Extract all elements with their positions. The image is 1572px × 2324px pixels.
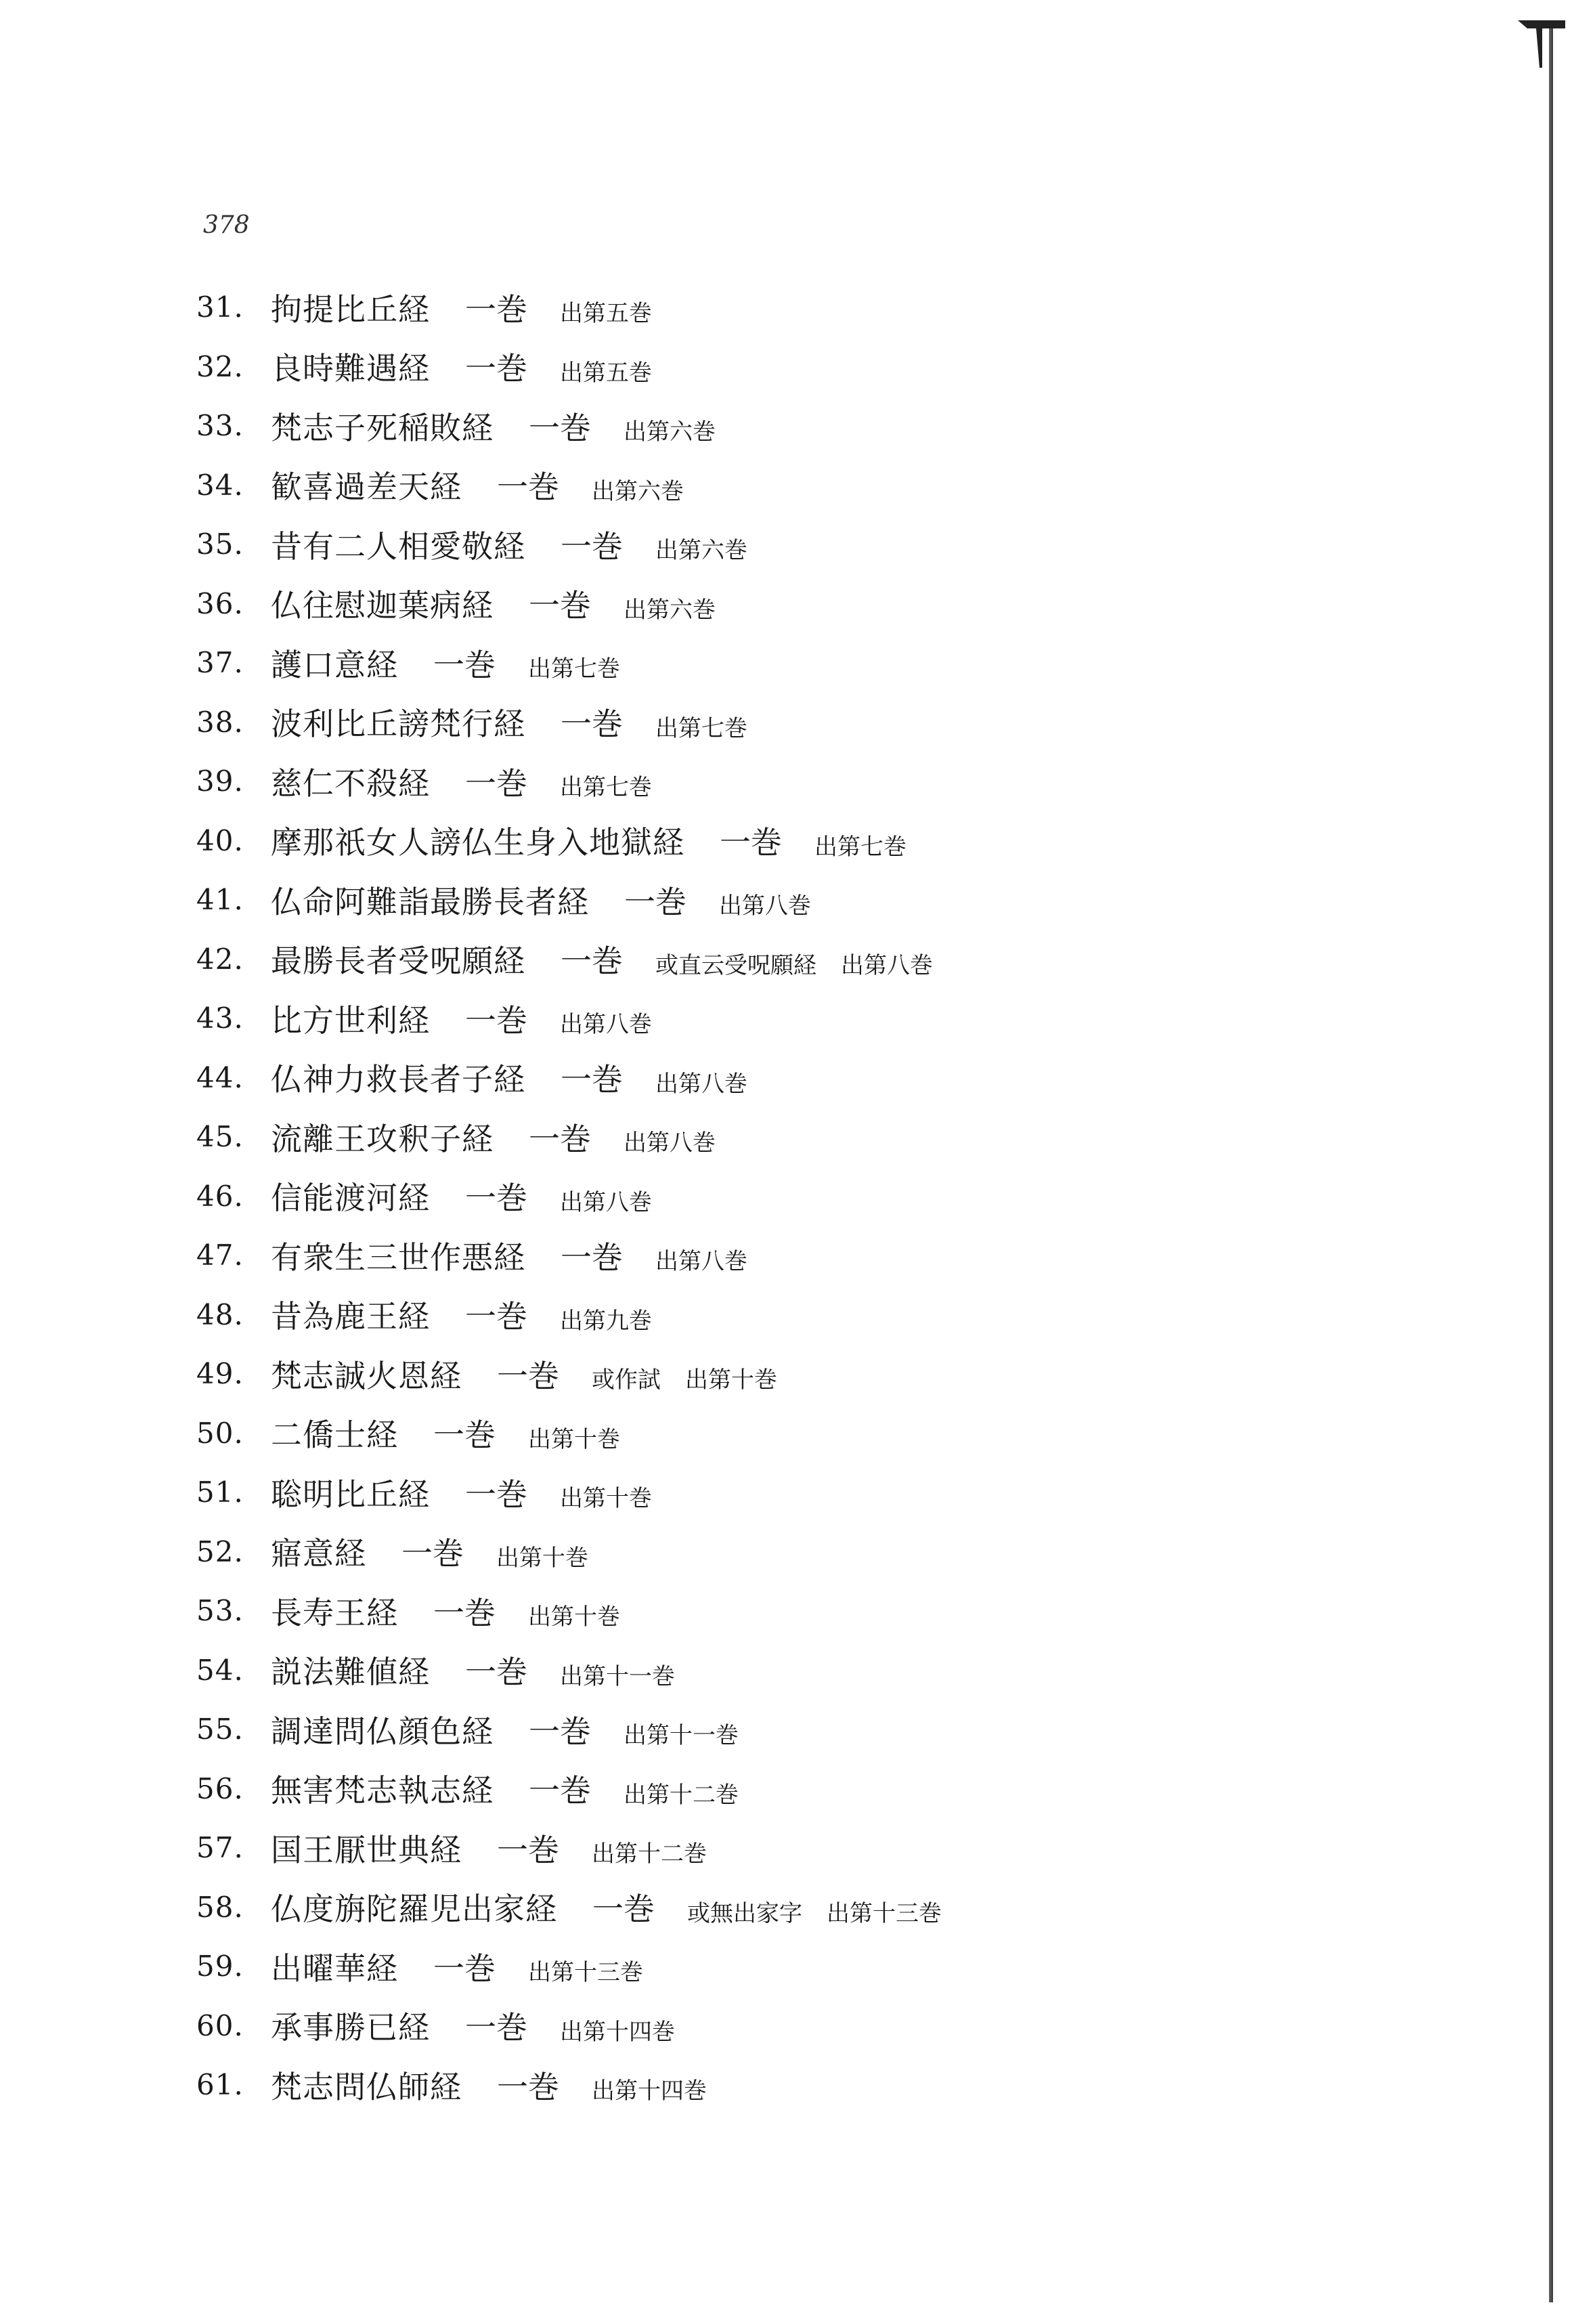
entry-volume: 一巻	[497, 2068, 559, 2105]
list-item	[196, 1581, 1483, 1641]
entry-title: 仏神力救長者子経	[271, 1061, 525, 1098]
entry-title: 有衆生三世作悪経	[271, 1239, 525, 1276]
entry-title: 慈仁不殺経	[271, 765, 430, 802]
entry-source: 出第十一巻	[560, 1662, 675, 1690]
entry-volume: 一巻	[529, 1713, 591, 1750]
entry-number: 54.	[196, 1653, 244, 1687]
entry-title: 流離王攻釈子経	[271, 1120, 494, 1157]
entry-number: 60.	[196, 2008, 244, 2042]
entry-source: 出第七巻	[655, 714, 747, 742]
entry-source: 出第十一巻	[624, 1722, 739, 1750]
entry-title: 護口意経	[271, 646, 398, 683]
entry-volume: 一巻	[433, 1417, 496, 1454]
entry-volume: 一巻	[624, 883, 686, 920]
entry-number: 41.	[196, 883, 244, 917]
entry-source: 出第十三巻	[528, 1959, 643, 1987]
entry-title: 仏度旃陀羅児出家経	[271, 1891, 557, 1928]
list-item	[196, 633, 1483, 693]
list-item	[196, 1167, 1483, 1226]
list-item	[196, 811, 1483, 871]
entry-number: 52.	[196, 1534, 244, 1568]
list-item	[196, 1463, 1483, 1522]
entry-source: 出第七巻	[814, 833, 907, 861]
entry-title: 比方世利経	[271, 1002, 430, 1039]
entry-volume: 一巻	[465, 290, 527, 328]
entry-title: 出曜華経	[271, 1950, 398, 1987]
entry-title: 昔為鹿王経	[271, 1298, 430, 1335]
entry-title: 昔有二人相愛敬経	[271, 528, 525, 565]
page-binding-hook	[1535, 20, 1542, 68]
entry-title: 寤意経	[271, 1535, 366, 1572]
entry-source: 出第八巻	[655, 1248, 747, 1276]
entry-title: 聡明比丘経	[271, 1476, 430, 1513]
entry-source: 出第六巻	[624, 596, 716, 624]
entry-title: 梵志子死稲敗経	[271, 409, 494, 446]
entry-number: 33.	[196, 409, 244, 443]
entry-number: 40.	[196, 823, 244, 857]
entry-number: 58.	[196, 1890, 244, 1924]
entry-volume: 一巻	[561, 943, 623, 980]
entry-number: 42.	[196, 942, 244, 976]
entry-source: 出第十四巻	[560, 2018, 675, 2046]
entry-source: 出第八巻	[841, 951, 933, 979]
entry-number: 32.	[196, 349, 244, 383]
entry-volume: 一巻	[433, 646, 496, 683]
entry-source: 出第五巻	[560, 359, 652, 387]
page-binding-edge	[1549, 20, 1553, 2302]
entry-number: 45.	[196, 1120, 244, 1154]
list-item	[196, 693, 1483, 752]
entry-title: 国王厭世典経	[271, 1831, 462, 1868]
entry-number: 39.	[196, 765, 244, 798]
entry-title: 調達問仏顔色経	[271, 1713, 494, 1750]
entry-title: 仏命阿難詣最勝長者経	[271, 883, 589, 920]
entry-volume: 一巻	[465, 2009, 527, 2046]
entry-number: 51.	[196, 1476, 244, 1509]
entry-source: 出第十四巻	[592, 2078, 707, 2105]
entry-title: 長寿王経	[271, 1594, 398, 1631]
entry-source: 出第七巻	[528, 655, 620, 683]
entry-volume: 一巻	[465, 1476, 527, 1513]
entry-number: 46.	[196, 1179, 244, 1213]
entry-title: 二僑士経	[271, 1417, 398, 1454]
entry-number: 44.	[196, 1060, 244, 1094]
list-item	[196, 1522, 1483, 1582]
entry-volume: 一巻	[497, 1831, 559, 1868]
entry-number: 55.	[196, 1713, 244, 1746]
sutra-list	[196, 278, 1483, 2115]
entry-alternate-note: 或無出家字	[687, 1899, 802, 1927]
entry-source: 出第八巻	[719, 892, 811, 920]
list-item	[196, 396, 1483, 456]
list-item	[196, 1107, 1483, 1167]
entry-volume: 一巻	[433, 1594, 496, 1631]
entry-alternate-note: 或直云受呪願経	[655, 951, 816, 979]
entry-volume: 一巻	[561, 1061, 623, 1098]
entry-title: 良時難遇経	[271, 350, 430, 387]
entry-volume: 一巻	[497, 469, 559, 506]
list-item	[196, 2055, 1483, 2115]
entry-source: 出第六巻	[655, 537, 747, 565]
list-item	[196, 456, 1483, 515]
entry-volume: 一巻	[497, 1357, 559, 1394]
list-item	[196, 1700, 1483, 1759]
entry-number: 49.	[196, 1357, 244, 1391]
page-number: 378	[203, 211, 250, 239]
entry-source: 出第十三巻	[827, 1899, 942, 1927]
list-item	[196, 1344, 1483, 1404]
list-item	[196, 1285, 1483, 1345]
entry-number: 50.	[196, 1416, 244, 1450]
entry-title: 拘提比丘経	[271, 290, 430, 328]
entry-source: 出第六巻	[624, 418, 716, 446]
entry-number: 48.	[196, 1297, 244, 1331]
entry-source: 出第九巻	[560, 1307, 652, 1335]
entry-number: 53.	[196, 1594, 244, 1628]
entry-title: 梵志問仏師経	[271, 2068, 462, 2105]
entry-title: 梵志誠火恩経	[271, 1357, 462, 1394]
entry-title: 無害梵志執志経	[271, 1772, 494, 1809]
entry-volume: 一巻	[529, 1772, 591, 1809]
entry-title: 仏往慰迦葉病経	[271, 587, 494, 624]
entry-volume: 一巻	[433, 1950, 496, 1987]
entry-title: 承事勝已経	[271, 2009, 430, 2046]
entry-source: 出第十巻	[496, 1544, 588, 1572]
list-item	[196, 1759, 1483, 1819]
list-item	[196, 278, 1483, 337]
entry-alternate-note: 或作試	[592, 1367, 661, 1394]
entry-source: 出第七巻	[560, 774, 652, 802]
entry-source: 出第十巻	[528, 1425, 620, 1453]
entry-volume: 一巻	[401, 1535, 464, 1572]
entry-source: 出第五巻	[560, 300, 652, 328]
list-item	[196, 1404, 1483, 1463]
entry-volume: 一巻	[465, 765, 527, 802]
list-item	[196, 930, 1483, 989]
entry-number: 59.	[196, 1950, 244, 1983]
entry-volume: 一巻	[592, 1891, 655, 1928]
list-item	[196, 1818, 1483, 1878]
entry-number: 47.	[196, 1239, 244, 1272]
list-item	[196, 1641, 1483, 1700]
list-item	[196, 1996, 1483, 2056]
entry-number: 56.	[196, 1771, 244, 1805]
entry-title: 歓喜過差天経	[271, 469, 462, 506]
entry-volume: 一巻	[561, 706, 623, 743]
list-item	[196, 1878, 1483, 1937]
entry-volume: 一巻	[561, 1239, 623, 1276]
entry-volume: 一巻	[561, 528, 623, 565]
entry-source: 出第六巻	[592, 477, 684, 505]
entry-number: 35.	[196, 528, 244, 561]
entry-source: 出第八巻	[560, 1011, 652, 1039]
list-item	[196, 989, 1483, 1048]
entry-number: 57.	[196, 1831, 244, 1865]
entry-volume: 一巻	[465, 1298, 527, 1335]
entry-volume: 一巻	[529, 587, 591, 624]
entry-volume: 一巻	[465, 1002, 527, 1039]
entry-volume: 一巻	[465, 1180, 527, 1217]
list-item	[196, 574, 1483, 634]
entry-title: 波利比丘謗梵行経	[271, 706, 525, 743]
entry-volume: 一巻	[529, 1120, 591, 1157]
list-item	[196, 1048, 1483, 1108]
entry-volume: 一巻	[529, 409, 591, 446]
entry-volume: 一巻	[465, 1654, 527, 1691]
entry-number: 43.	[196, 1002, 244, 1035]
entry-source: 出第十巻	[560, 1485, 652, 1513]
list-item	[196, 515, 1483, 574]
entry-number: 37.	[196, 646, 244, 680]
list-item	[196, 337, 1483, 397]
entry-number: 61.	[196, 2068, 244, 2102]
entry-source: 出第十巻	[528, 1604, 620, 1631]
entry-source: 出第八巻	[655, 1070, 747, 1098]
entry-source: 出第八巻	[624, 1129, 716, 1157]
entry-volume: 一巻	[465, 350, 527, 387]
list-item	[196, 1226, 1483, 1285]
list-item	[196, 1937, 1483, 1996]
entry-title: 信能渡河経	[271, 1180, 430, 1217]
entry-source: 出第八巻	[560, 1188, 652, 1216]
entry-title: 最勝長者受呪願経	[271, 943, 525, 980]
entry-title: 説法難値経	[271, 1654, 430, 1691]
entry-number: 31.	[196, 290, 244, 324]
entry-source: 出第十二巻	[592, 1841, 707, 1868]
list-item	[196, 870, 1483, 930]
entry-volume: 一巻	[720, 824, 782, 861]
entry-title: 摩那祇女人謗仏生身入地獄経	[271, 824, 684, 861]
entry-number: 38.	[196, 705, 244, 739]
entry-source: 出第十巻	[685, 1367, 777, 1394]
entry-source: 出第十二巻	[624, 1781, 739, 1809]
entry-number: 36.	[196, 586, 244, 620]
entry-number: 34.	[196, 468, 244, 502]
list-item	[196, 752, 1483, 811]
